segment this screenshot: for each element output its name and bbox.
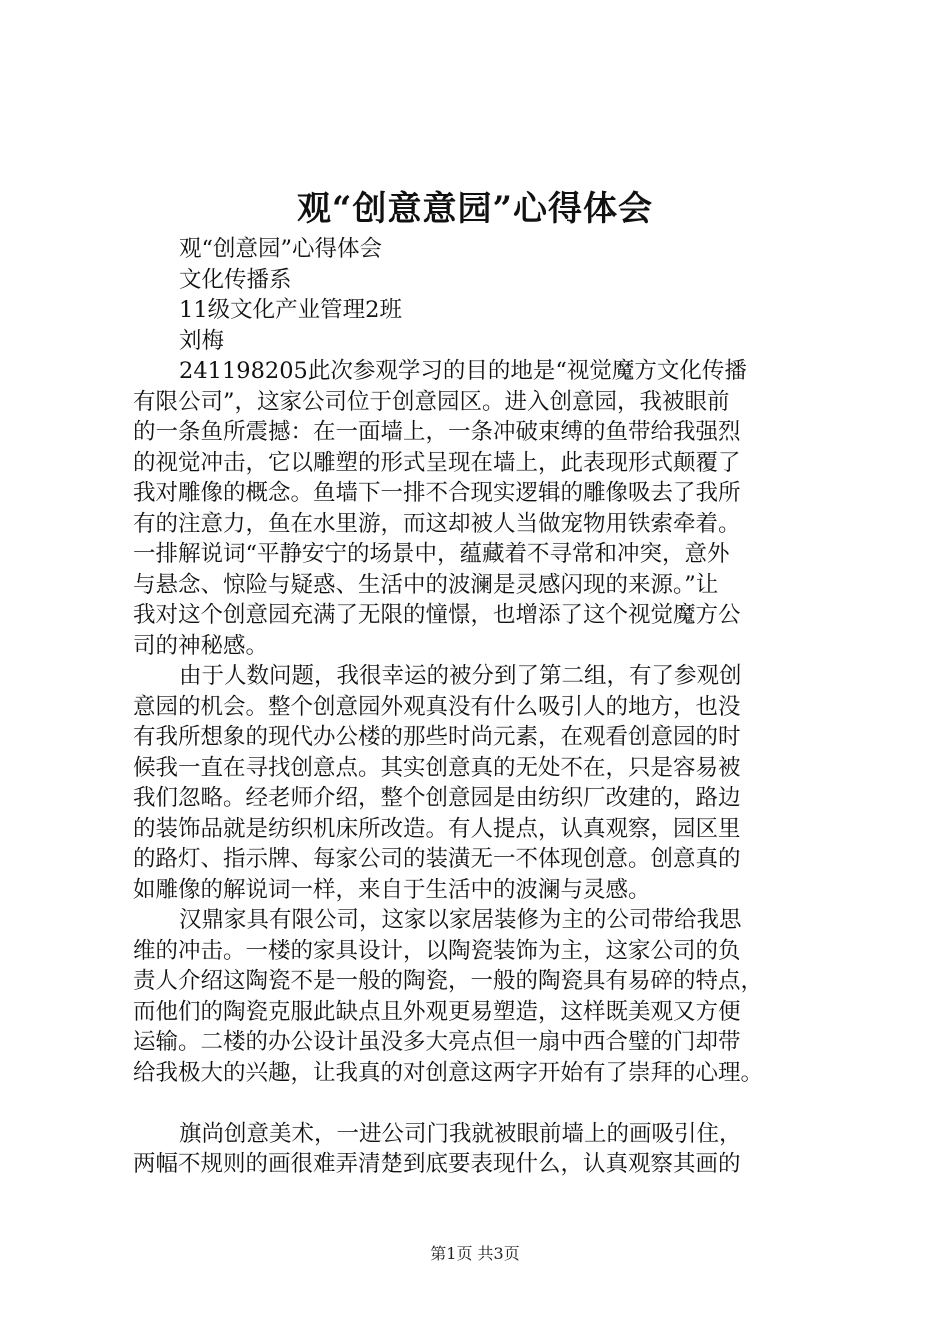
paragraph-2-line: 候我一直在寻找创意点。其实创意真的无处不在，只是容易被 <box>133 754 741 781</box>
paragraph-1-line: 我对这个创意园充满了无限的憧憬，也增添了这个视觉魔方公 <box>133 602 741 628</box>
header-line-title: 观“创意园”心得体会 <box>179 236 383 262</box>
paragraph-3-line: 而他们的陶瓷克服此缺点且外观更易塑造，这样既美观又方便 <box>133 998 741 1025</box>
header-line-department: 文化传播系 <box>179 266 292 293</box>
paragraph-2-line: 有我所想象的现代办公楼的那些时尚元素，在观看创意园的时 <box>133 724 741 750</box>
paragraph-2-line: 意园的机会。整个创意园外观真没有什么吸引人的地方，也没 <box>133 693 741 720</box>
paragraph-3-line: 运输。二楼的办公设计虽没多大亮点但一扇中西合璧的门却带 <box>133 1029 741 1055</box>
paragraph-1-line: 241198205此次参观学习的目的地是“视觉魔方文化传播 <box>179 358 747 384</box>
paragraph-3-line: 给我极大的兴趣，让我真的对创意这两字开始有了崇拜的心理。 <box>133 1059 764 1086</box>
paragraph-3-line: 汉鼎家具有限公司，这家以家居装修为主的公司带给我思 <box>179 907 742 933</box>
paragraph-1-line: 司的神秘感。 <box>133 632 269 659</box>
paragraph-4-line: 旗尚创意美术，一进公司门我就被眼前墙上的画吸引住， <box>179 1120 742 1147</box>
paragraph-1-line: 的一条鱼所震撼：在一面墙上，一条冲破束缚的鱼带给我强烈 <box>133 419 741 445</box>
paragraph-1-line: 有的注意力，鱼在水里游，而这却被人当做宠物用铁索牵着。 <box>133 510 741 537</box>
paragraph-2-line: 的路灯、指示牌、每家公司的装潢无一不体现创意。创意真的 <box>133 846 741 872</box>
paragraph-3-line: 责人介绍这陶瓷不是一般的陶瓷，一般的陶瓷具有易碎的特点， <box>133 968 764 994</box>
paragraph-2-line: 我们忽略。经老师介绍，整个创意园是由纺织厂改建的，路边 <box>133 785 741 811</box>
paragraph-4-line: 两幅不规则的画很难弄清楚到底要表现什么，认真观察其画的 <box>133 1151 741 1177</box>
paragraph-1-line: 与悬念、惊险与疑惑、生活中的波澜是灵感闪现的来源。”让 <box>133 571 719 598</box>
document-body <box>133 234 833 1180</box>
paragraph-1-line: 有限公司”，这家公司位于创意园区。进入创意园，我被眼前 <box>133 388 730 415</box>
paragraph-1-line: 一排解说词“平静安宁的场景中，蕴藏着不寻常和冲突，意外 <box>133 541 730 567</box>
paragraph-spacer <box>133 1088 833 1119</box>
header-line-class: 11级文化产业管理2班 <box>179 297 402 323</box>
paragraph-3-line: 维的冲击。一楼的家具设计，以陶瓷装饰为主，这家公司的负 <box>133 937 741 964</box>
paragraph-1-line: 的视觉冲击，它以雕塑的形式呈现在墙上，此表现形式颠覆了 <box>133 449 741 476</box>
paragraph-2-line: 由于人数问题，我很幸运的被分到了第二组，有了参观创 <box>179 663 742 689</box>
header-line-author: 刘梅 <box>179 327 225 354</box>
document-title: 观“创意意园”心得体会 <box>296 189 654 229</box>
page-footer: 第1页 共3页 <box>430 1244 520 1263</box>
paragraph-2-line: 如雕像的解说词一样，来自于生活中的波澜与灵感。 <box>133 876 651 903</box>
paragraph-2-line: 的装饰品就是纺织机床所改造。有人提点，认真观察，园区里 <box>133 815 741 842</box>
paragraph-1-line: 我对雕像的概念。鱼墙下一排不合现实逻辑的雕像吸去了我所 <box>133 480 741 506</box>
